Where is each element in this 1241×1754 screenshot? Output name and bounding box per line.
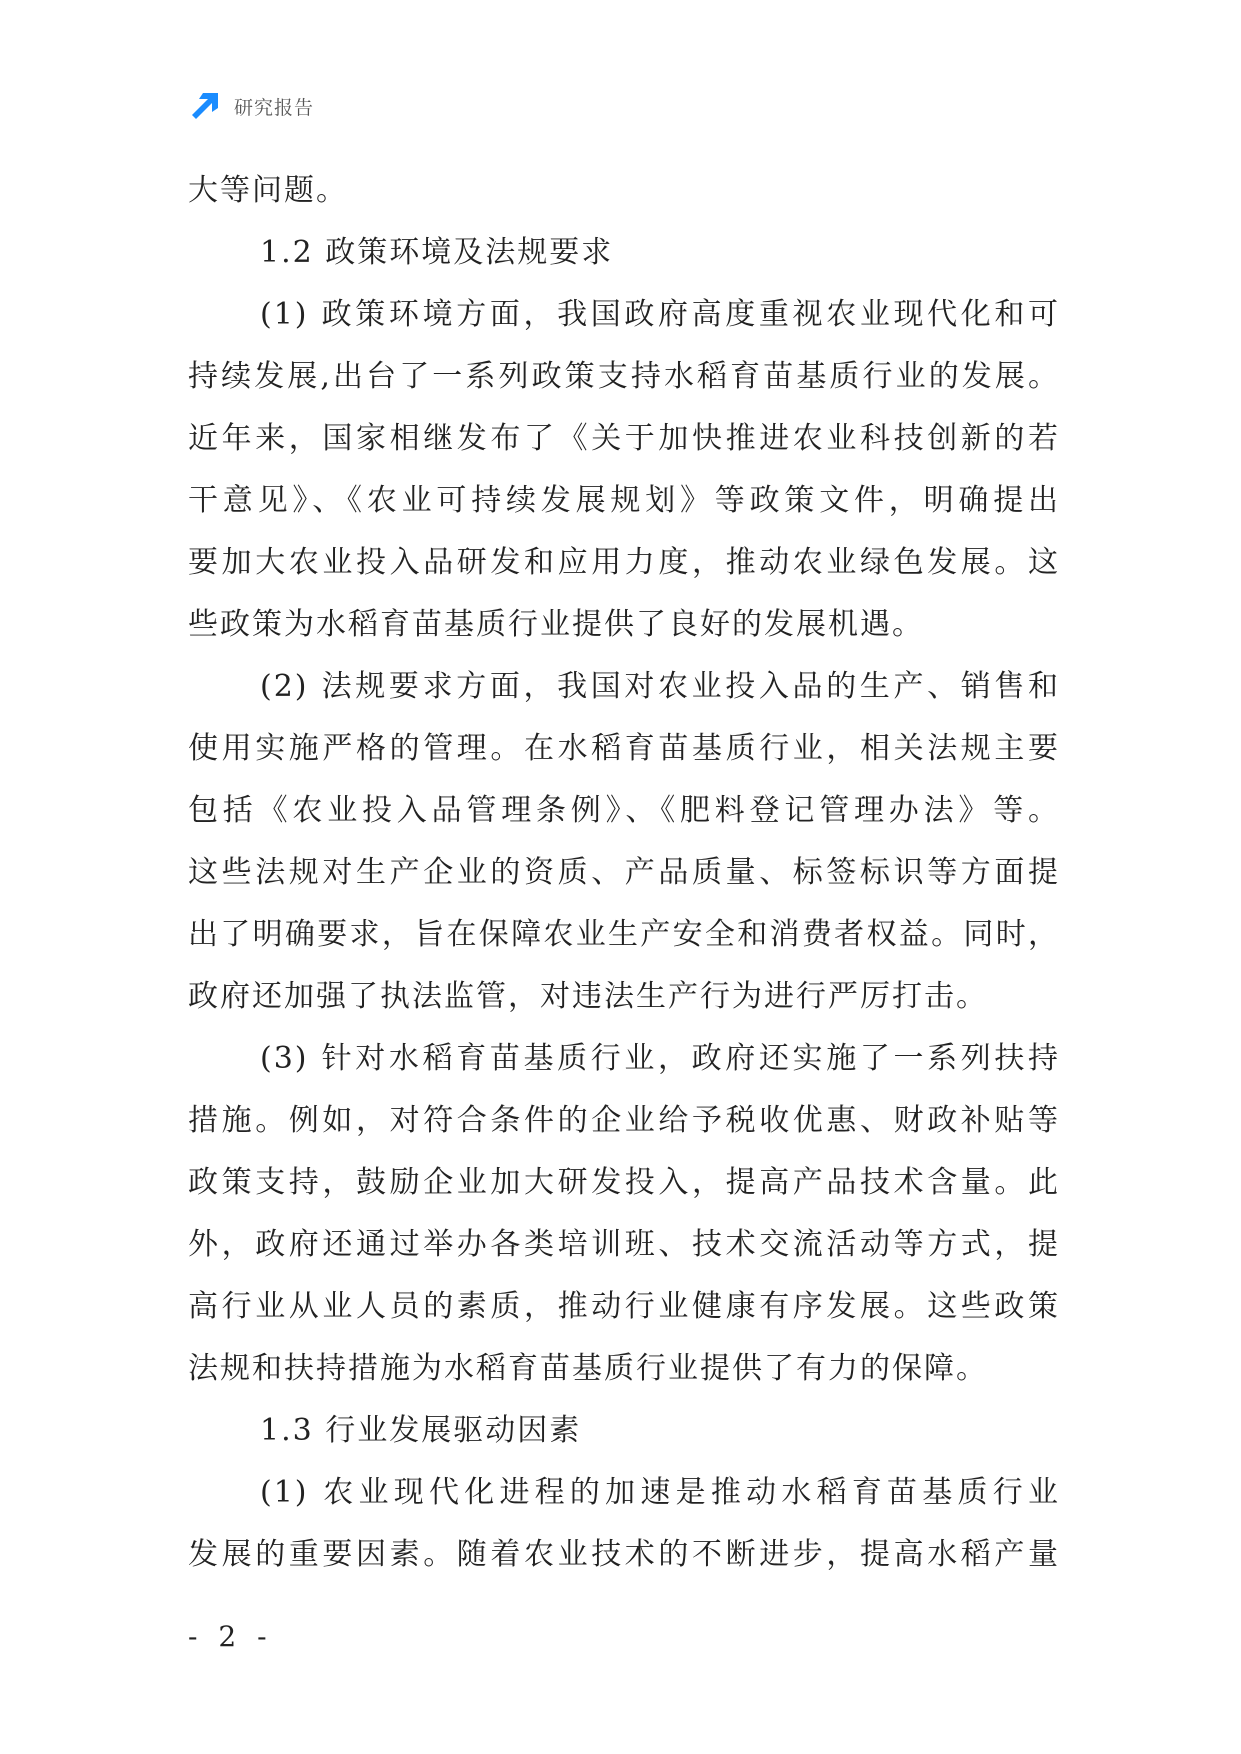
text-line: 大等问题。	[188, 173, 348, 208]
section-heading: 1.2 政策环境及法规要求	[260, 235, 614, 270]
text-line: 些政策为水稻育苗基质行业提供了良好的发展机遇。	[188, 607, 924, 642]
text-line: 要加大农业投入品研发和应用力度，推动农业绿色发展。这	[188, 545, 1060, 580]
text-line: 法规和扶持措施为水稻育苗基质行业提供了有力的保障。	[188, 1351, 988, 1386]
text-line: 发展的重要因素。随着农业技术的不断进步，提高水稻产量	[188, 1537, 1060, 1572]
text-line: 包括《农业投入品管理条例》、《肥料登记管理办法》等。	[188, 793, 1060, 828]
text-line: 持续发展,出台了一系列政策支持水稻育苗基质行业的发展。	[188, 359, 1060, 394]
header-label: 研究报告	[234, 96, 315, 119]
text-line: 政策支持，鼓励企业加大研发投入，提高产品技术含量。此	[188, 1165, 1060, 1200]
text-line: (1) 农业现代化进程的加速是推动水稻育苗基质行业	[260, 1475, 1060, 1510]
text-line: 措施。例如，对符合条件的企业给予税收优惠、财政补贴等	[188, 1103, 1060, 1138]
text-line: (1) 政策环境方面，我国政府高度重视农业现代化和可	[260, 297, 1060, 332]
arrow-up-right-icon	[188, 89, 222, 123]
text-line: 高行业从业人员的素质，推动行业健康有序发展。这些政策	[188, 1289, 1060, 1324]
text-line: 近年来，国家相继发布了《关于加快推进农业科技创新的若	[188, 421, 1060, 456]
page-number: - 2 -	[188, 1620, 273, 1653]
text-line: 政府还加强了执法监管，对违法生产行为进行严厉打击。	[188, 979, 988, 1014]
section-heading: 1.3 行业发展驱动因素	[260, 1413, 582, 1448]
text-line: 出了明确要求，旨在保障农业生产安全和消费者权益。同时，	[188, 917, 1060, 952]
text-line: 外，政府还通过举办各类培训班、技术交流活动等方式，提	[188, 1227, 1060, 1262]
text-line: (2) 法规要求方面，我国对农业投入品的生产、销售和	[260, 669, 1060, 704]
text-line: 使用实施严格的管理。在水稻育苗基质行业，相关法规主要	[188, 731, 1060, 766]
text-line: 这些法规对生产企业的资质、产品质量、标签标识等方面提	[188, 855, 1060, 890]
body-text	[188, 160, 1060, 1586]
text-line: 干意见》、《农业可持续发展规划》等政策文件，明确提出	[188, 483, 1060, 518]
report-header	[188, 88, 314, 124]
text-line: (3) 针对水稻育苗基质行业，政府还实施了一系列扶持	[260, 1041, 1060, 1076]
